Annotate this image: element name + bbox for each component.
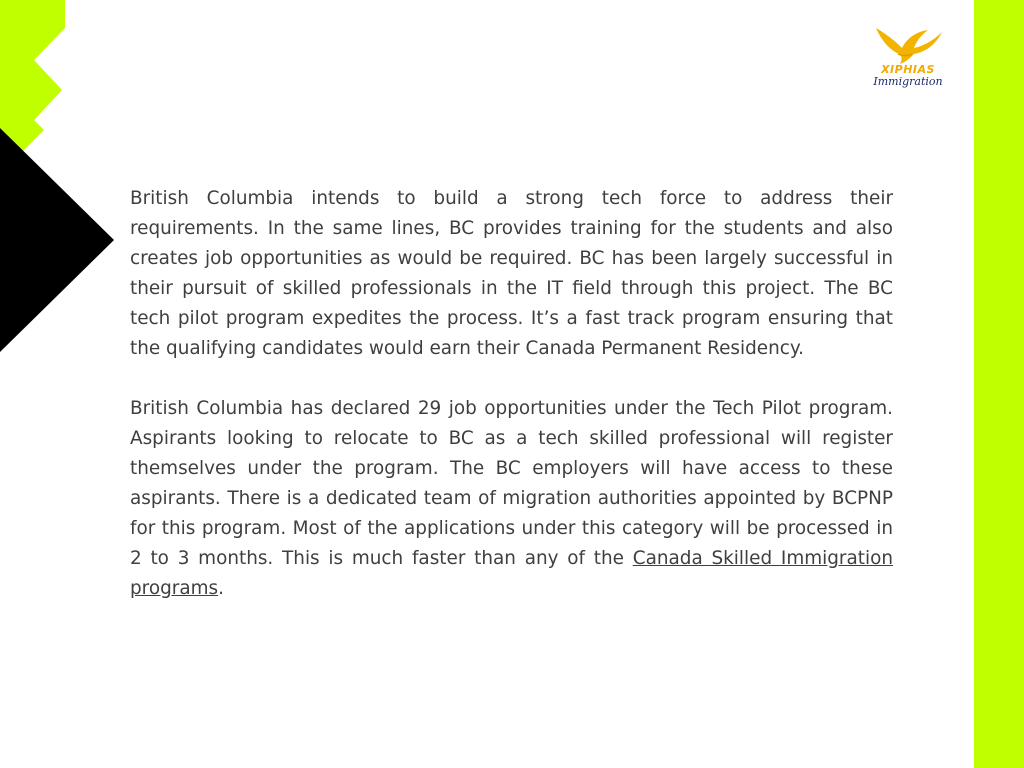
eagle-icon: [872, 24, 944, 66]
paragraph-2-text: British Columbia has declared 29 job opportunities under the Tech Pilot program. Aspirants looking to relocate to BC as a tech skilled professional will register themselves under the program. The BC employers will have access to these aspirants. There is a dedicated team of migration authorities appointed by BCPNP for this program. Most of the applications under this category will be processed in 2 to 3 months. This is much faster than any of the: [130, 398, 893, 569]
paragraph-2-end: .: [218, 578, 224, 599]
paragraph-2: [130, 394, 893, 604]
xiphias-logo: [866, 24, 950, 96]
logo-brand-text: XIPHIAS: [881, 63, 935, 76]
logo-subtitle: Immigration: [873, 75, 943, 88]
black-arrow-shape: [0, 128, 114, 352]
canada-skilled-immigration-link[interactable]: Canada Skilled Immigration programs: [130, 548, 893, 599]
paragraph-1: British Columbia intends to build a strong tech force to address their requirements. In the same lines, BC provides training for the students and also creates job opportunities as would be required. BC has been largely successful in their pursuit of skilled professionals in the IT field through this project. The BC tech pilot program expedites the process. It’s a fast track program ensuring that the qualifying candidates would earn their Canada Permanent Residency.: [130, 188, 893, 359]
main-content: [130, 184, 893, 634]
right-accent-bar: [974, 0, 1024, 768]
decorative-corner-shapes: [0, 0, 120, 360]
